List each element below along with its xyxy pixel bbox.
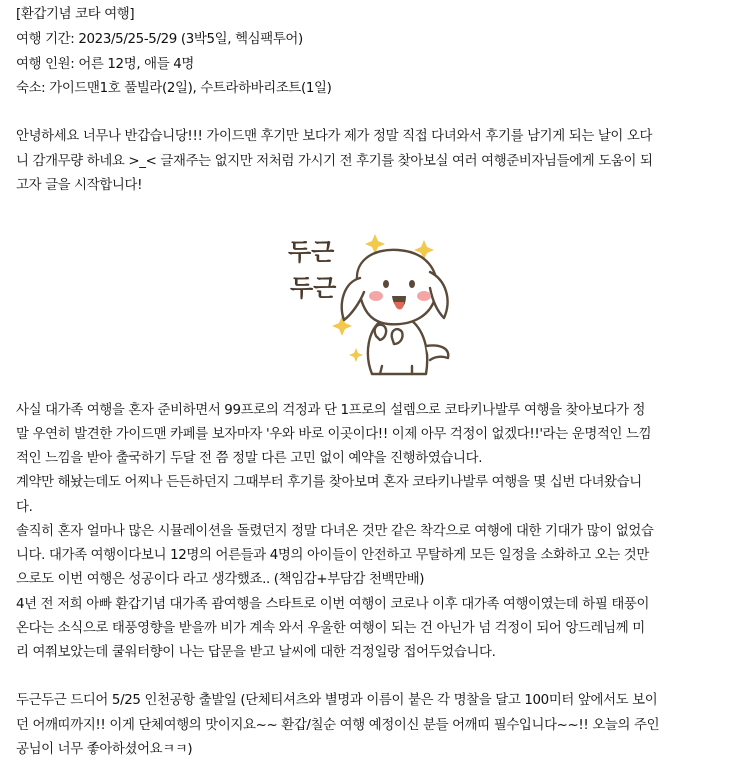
lodging-info: 숙소: 가이드맨1호 풀빌라(2일), 수트라하바리조트(1일) (16, 81, 332, 96)
sticker-text-bottom: 두근 (290, 274, 337, 302)
body-line: 적인 느낌을 받아 출국하기 두달 전 쯤 정말 다른 고민 없이 예약을 진행하였습니다. (16, 451, 483, 466)
body-line: 4년 전 저희 아빠 환갑기념 대가족 괌여행을 스타트로 이번 여행이 코로나 이후 대가족 여행이였는데 하필 태풍이 (16, 597, 650, 612)
outro-line: 두근두근 드디어 5/25 인천공항 출발일 (단체티셔츠와 별명과 이름이 붙은 각 명찰을 달고 100미터 앞에서도 보이 (16, 693, 658, 708)
travel-period: 여행 기간: 2023/5/25-5/29 (3박5일, 헥심팩투어) (16, 32, 303, 47)
body-line: 다. (16, 500, 33, 515)
outro-line: 공님이 너무 좋아하셨어요ㅋㅋ) (16, 742, 193, 757)
intro-line: 고자 글을 시작합니다! (16, 178, 143, 193)
intro-line: 안녕하세요 너무나 반갑습니당!!! 가이드맨 후기만 보다가 제가 정말 직접 다녀와서 후기를 남기게 되는 날이 오다 (16, 129, 653, 144)
travel-people: 여행 인원: 어른 12명, 애들 4명 (16, 57, 194, 72)
body-line: 사실 대가족 여행을 혼자 준비하면서 99프로의 걱정과 단 1프로의 설렘으로 코타키나발루 여행을 찾아보다가 정 (16, 403, 646, 418)
outro-line: 던 어깨띠까지!! 이게 단체여행의 맛이지요~~ 환갑/칠순 여행 예정이신 분들 어깨띠 필수입니다~~!! 오늘의 주인 (16, 718, 660, 733)
body-line: 온다는 소식으로 태풍영향을 받을까 비가 계속 와서 우울한 여행이 되는 건 아닌가 넘 걱정이 되어 앙드레님께 미 (16, 621, 645, 636)
body-line: 리 여쭤보았는데 쿨워터향이 나는 답문을 받고 날씨에 대한 걱정일랑 접어두었습니다. (16, 645, 496, 660)
sticker-text-top: 두근 (288, 238, 335, 266)
body-line: 으로도 이번 여행은 성공이다 라고 생각했죠.. (책임감+부담감 천백만배) (16, 572, 425, 587)
body-line: 솔직히 혼자 얼마나 많은 시뮬레이션을 돌렸던지 정말 다녀온 것만 같은 착각으로 여행에 대한 기대가 많이 없었습 (16, 524, 654, 539)
body-line: 니다. 대가족 여행이다보니 12명의 어른들과 4명의 아이들이 안전하고 무탈하게 모든 일정을 소화하고 오는 것만 (16, 548, 649, 563)
body-line: 말 우연히 발견한 가이드맨 카페를 보자마자 '우와 바로 이곳이다!! 이제 아무 걱정이 없겠다!!'라는 운명적인 느낌 (16, 427, 652, 442)
puppy-sticker-image (280, 226, 470, 386)
post-title: [환갑기념 코타 여행] (16, 7, 135, 22)
intro-line: 니 감개무량 하네요 >_< 글재주는 없지만 저처럼 가시기 전 후기를 찾아보실 여러 여행준비자님들에게 도움이 되 (16, 154, 653, 169)
body-line: 계약만 해놨는데도 어찌나 든든하던지 그때부터 후기를 찾아보며 혼자 코타키나발루 여행을 몇 십번 다녀왔습니 (16, 475, 642, 490)
